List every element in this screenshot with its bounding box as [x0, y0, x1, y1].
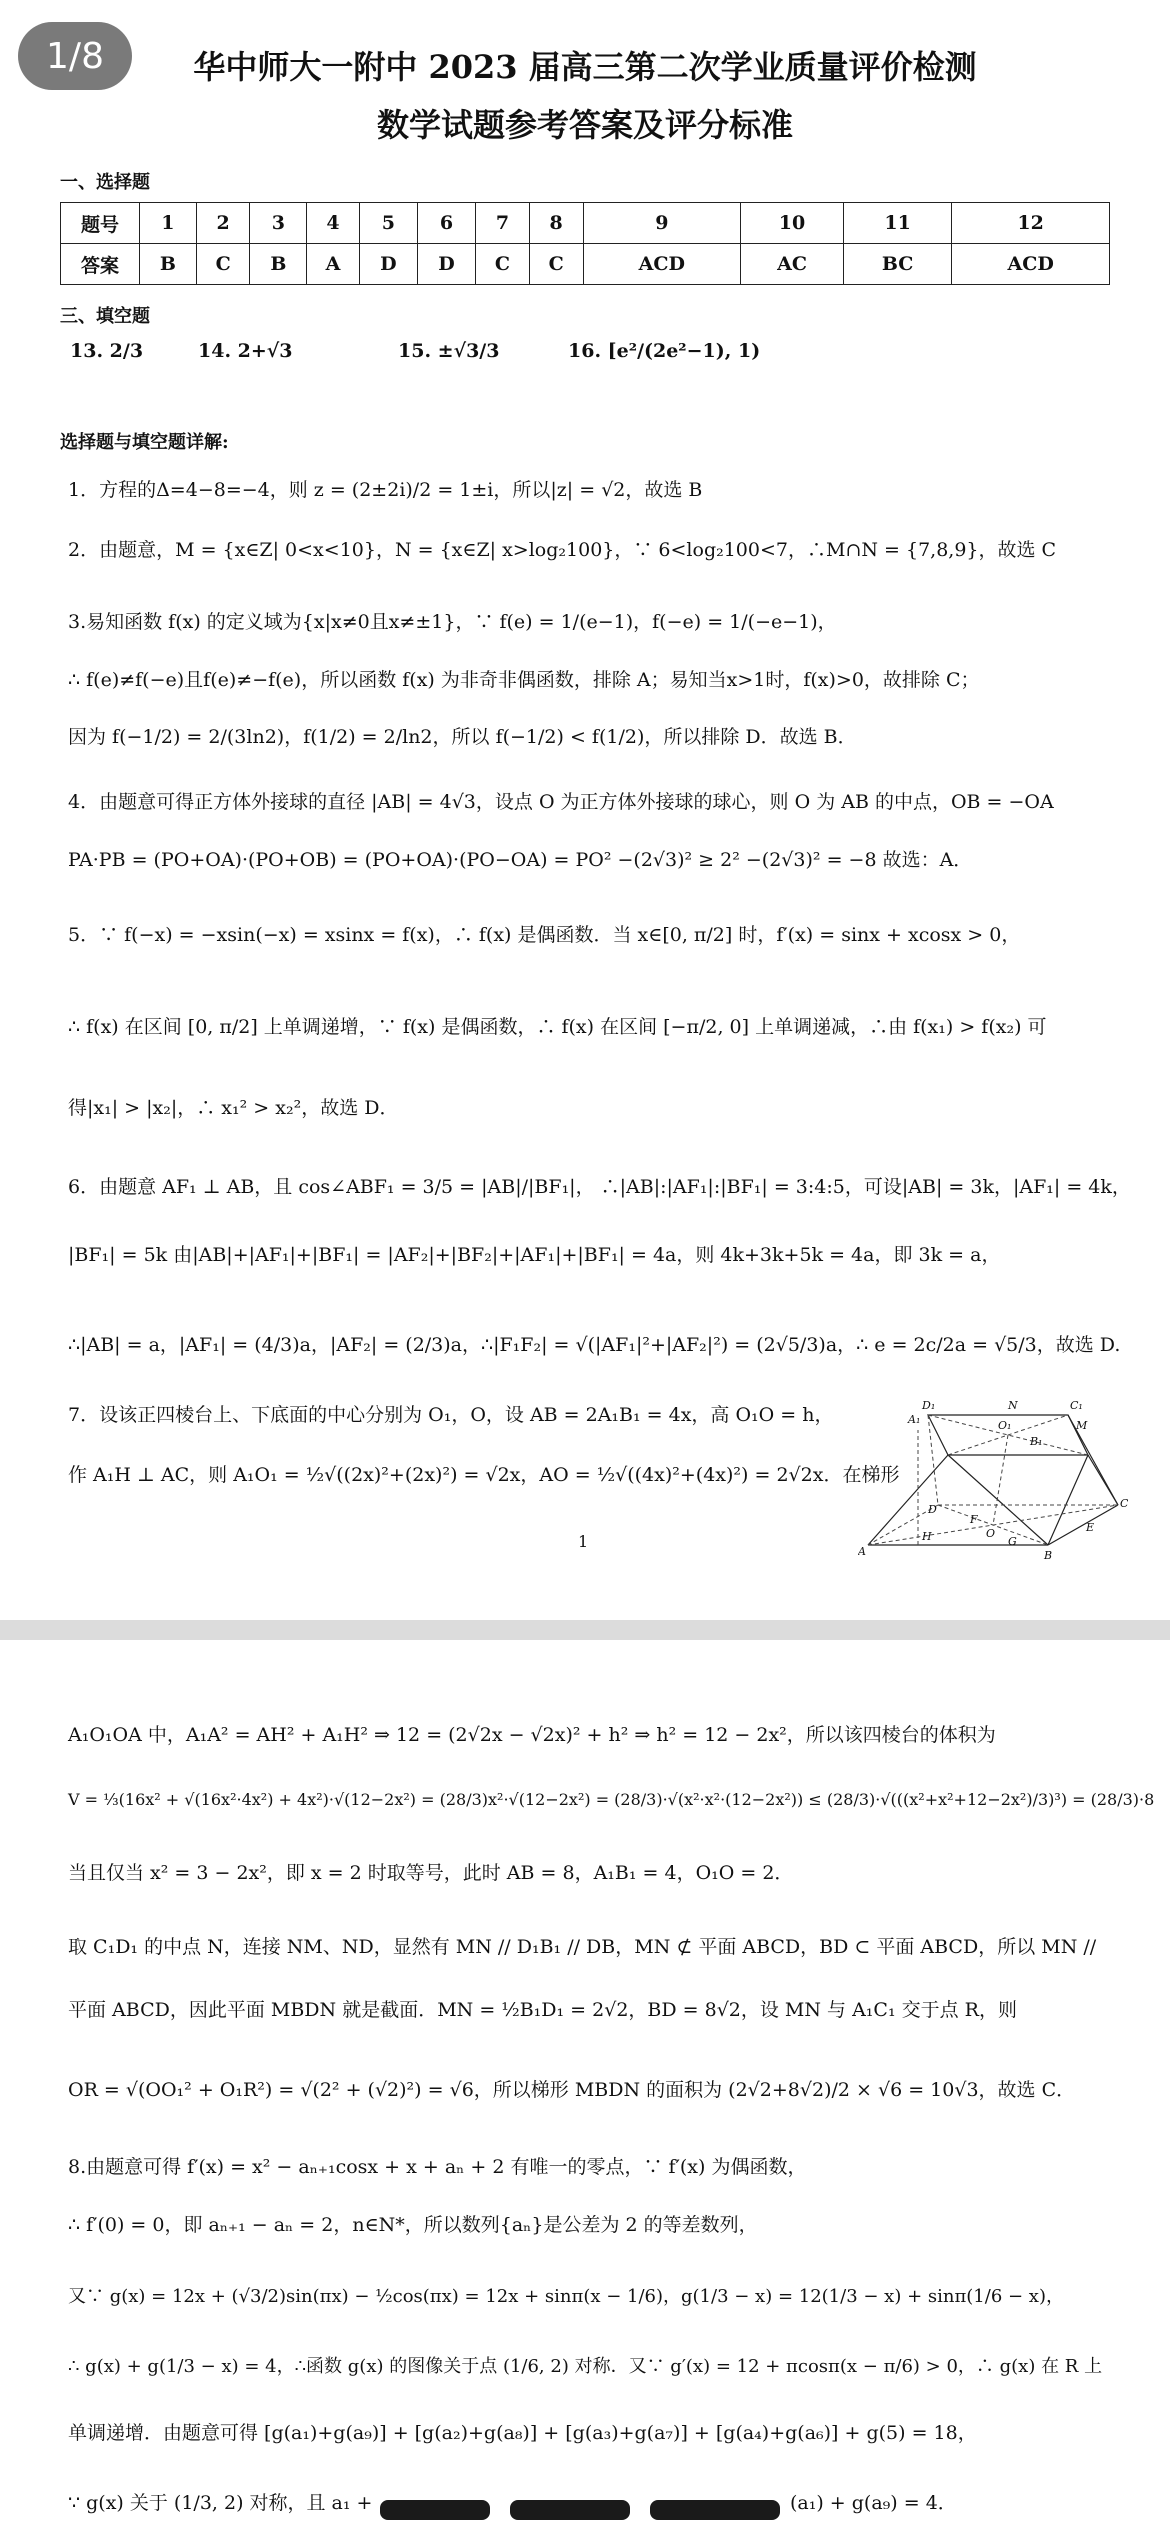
table-cell: 7	[476, 203, 530, 244]
table-cell: 4	[307, 203, 359, 244]
table-cell: C	[476, 244, 530, 285]
table-cell: A	[307, 244, 359, 285]
solution-line: 得|x₁| > |x₂|，∴ x₁² > x₂²，故选 D．	[68, 1097, 399, 1119]
answer-table	[60, 202, 1110, 285]
section-fill-blank: 三、填空题	[60, 306, 150, 327]
figure-label: N	[1008, 1399, 1018, 1412]
solution-line: 2．由题意，M = {x∈Z| 0<x<10}，N = {x∈Z| x>log₂100}，∵ 6<log₂100<7，∴M∩N = {7,8,9}，故选 C	[68, 539, 1057, 561]
frustum-edge	[948, 1455, 1048, 1545]
answer-table-header-row	[61, 203, 1110, 244]
solution-line: ∵ g(x) 关于 (1/3, 2) 对称，且 a₁ +	[68, 2492, 373, 2514]
solution-line: 1．方程的Δ=4−8=−4，则 z = (2±2i)/2 = 1±i，所以|z| = √2，故选 B	[68, 479, 703, 501]
solution-line: ∴|AB| = a，|AF₁| = (4/3)a，|AF₂| = (2/3)a，∴|F₁F₂| = √(|AF₁|²+|AF₂|²) = (2√5/3)a，∴ e = 2c/2a = √5/3，故选 D.	[68, 1334, 1121, 1356]
figure-label: G	[1008, 1535, 1017, 1548]
table-cell: 9	[583, 203, 741, 244]
page-counter-badge[interactable]: 1/8	[18, 22, 132, 90]
document-subtitle: 数学试题参考答案及评分标准	[376, 106, 793, 144]
section-multiple-choice: 一、选择题	[60, 172, 150, 193]
frustum-edge	[868, 1455, 948, 1545]
solution-line: 平面 ABCD，因此平面 MBDN 就是截面．MN = ½B₁D₁ = 2√2，BD = 8√2，设 MN 与 A₁C₁ 交于点 R，则	[68, 1999, 1017, 2021]
document-title: 华中师大一附中 2023 届高三第二次学业质量评价检测	[193, 48, 977, 86]
figure-label: C	[1120, 1497, 1128, 1510]
solution-line: 取 C₁D₁ 的中点 N，连接 NM、ND，显然有 MN // D₁B₁ // DB，MN ⊄ 平面 ABCD，BD ⊂ 平面 ABCD，所以 MN //	[68, 1936, 1097, 1958]
detail-heading: 选择题与填空题详解:	[60, 432, 229, 453]
solution-line: PA·PB = (PO+OA)·(PO+OB) = (PO+OA)·(PO−OA) = PO² −(2√3)² ≥ 2² −(2√3)² = −8 故选：A．	[68, 849, 973, 871]
fill-answer-13: 13. 2/3	[70, 340, 144, 362]
table-cell: BC	[843, 244, 951, 285]
table-answer-label: 答案	[61, 244, 140, 285]
fill-answer-16: 16. [e²/(2e²−1), 1)	[568, 340, 761, 362]
table-cell: 11	[843, 203, 951, 244]
solution-line: 7．设该正四棱台上、下底面的中心分别为 O₁，O，设 AB = 2A₁B₁ = 4x，高 O₁O = h，	[68, 1404, 834, 1426]
figure-label: B₁	[1030, 1435, 1043, 1448]
solution-line: 当且仅当 x² = 3 − 2x²，即 x = 2 时取等号，此时 AB = 8，A₁B₁ = 4，O₁O = 2．	[68, 1862, 794, 1884]
table-header-label: 题号	[61, 203, 140, 244]
page-number: 1	[578, 1532, 589, 1551]
frustum-figure	[858, 1395, 1128, 1565]
solution-line: 6．由题意 AF₁ ⊥ AB，且 cos∠ABF₁ = 3/5 = |AB|/|BF₁|， ∴|AB|:|AF₁|:|BF₁| = 3:4:5，可设|AB| = 3k，|AF₁| = 4k，	[68, 1176, 1131, 1198]
fill-answer-15: 15. ±√3/3	[398, 340, 500, 362]
solution-line: A₁O₁OA 中，A₁A² = AH² + A₁H² ⇒ 12 = (2√2x − √2x)² + h² ⇒ h² = 12 − 2x²，所以该四棱台的体积为	[68, 1724, 996, 1746]
figure-label: E	[1086, 1521, 1095, 1534]
table-cell: D	[417, 244, 475, 285]
solution-line: 8.由题意可得 f′(x) = x² − aₙ₊₁cosx + x + aₙ + 2 有唯一的零点，∵ f′(x) 为偶函数，	[68, 2156, 807, 2178]
redaction-bar	[380, 2500, 490, 2520]
table-cell: 3	[250, 203, 307, 244]
solution-line: 4．由题意可得正方体外接球的直径 |AB| = 4√3，设点 O 为正方体外接球的球心，则 O 为 AB 的中点，OB = −OA	[68, 791, 1054, 813]
solution-line: 3.易知函数 f(x) 的定义域为{x|x≠0且x≠±1}，∵ f(e) = 1/(e−1)，f(−e) = 1/(−e−1)，	[68, 611, 837, 633]
figure-label: O₁	[998, 1419, 1012, 1432]
redaction-bar	[510, 2500, 630, 2520]
redaction-bar	[650, 2500, 780, 2520]
solution-line-tail: (a₁) + g(a₉) = 4．	[790, 2492, 957, 2514]
answer-table-answer-row	[61, 244, 1110, 285]
table-cell: 1	[140, 203, 197, 244]
table-cell: B	[140, 244, 197, 285]
table-cell: ACD	[583, 244, 741, 285]
figure-label: O	[986, 1527, 996, 1540]
figure-label: C₁	[1070, 1399, 1083, 1412]
solution-line: 作 A₁H ⊥ AC，则 A₁O₁ = ½√((2x)²+(2x)²) = √2x，AO = ½√((4x)²+(4x)²) = 2√2x．在梯形	[68, 1464, 900, 1486]
table-cell: C	[196, 244, 250, 285]
solution-line: OR = √(OO₁² + O₁R²) = √(2² + (√2)²) = √6，所以梯形 MBDN 的面积为 (2√2+8√2)/2 × √6 = 10√3，故选 C．	[68, 2079, 1076, 2101]
table-cell: AC	[741, 244, 844, 285]
figure-label: D	[928, 1503, 937, 1516]
solution-line: V = ⅓(16x² + √(16x²·4x²) + 4x²)·√(12−2x²) = (28/3)x²·√(12−2x²) = (28/3)·√(x²·x²·(12−2x²)) ≤ (28/3)·√(((x²+x²+12−2x²)/3)³) = (28/3)·8	[68, 1790, 1155, 1809]
solution-line: 单调递增．由题意可得 [g(a₁)+g(a₉)] + [g(a₂)+g(a₈)] + [g(a₃)+g(a₇)] + [g(a₄)+g(a₆)] + g(5) = 18，	[68, 2422, 977, 2444]
figure-label: F	[970, 1513, 978, 1526]
answer-page-2	[0, 1640, 1170, 2532]
table-cell: ACD	[952, 244, 1110, 285]
page-separator	[0, 1620, 1170, 1640]
figure-label: H	[922, 1530, 932, 1543]
table-cell: 10	[741, 203, 844, 244]
figure-label: A₁	[908, 1413, 921, 1426]
fill-answer-14: 14. 2+√3	[198, 340, 293, 362]
table-cell: B	[250, 244, 307, 285]
solution-line: ∴ g(x) + g(1/3 − x) = 4，∴函数 g(x) 的图像关于点 (1/6, 2) 对称．又∵ g′(x) = 12 + πcosπ(x − π/6) > 0，∴ g(x) 在 R 上	[68, 2356, 1103, 2377]
table-cell: 8	[529, 203, 583, 244]
solution-line: ∴ f(x) 在区间 [0, π/2] 上单调递增，∵ f(x) 是偶函数，∴ f(x) 在区间 [−π/2, 0] 上单调递减，∴由 f(x₁) > f(x₂) 可	[68, 1016, 1047, 1038]
table-cell: D	[359, 244, 417, 285]
table-cell: 12	[952, 203, 1110, 244]
hidden-edge	[928, 1415, 938, 1505]
figure-label: A	[858, 1545, 866, 1558]
table-cell: C	[529, 244, 583, 285]
hidden-edge	[993, 1435, 1008, 1525]
figure-label: M	[1076, 1419, 1088, 1432]
solution-line: 5．∵ f(−x) = −xsin(−x) = xsinx = f(x)，∴ f(x) 是偶函数．当 x∈[0, π/2] 时，f′(x) = sinx + xcosx > 0，	[68, 924, 1021, 946]
solution-line: ∴ f(e)≠f(−e)且f(e)≠−f(e)，所以函数 f(x) 为非奇非偶函数，排除 A；易知当x>1时，f(x)>0，故排除 C；	[68, 669, 980, 691]
table-cell: 5	[359, 203, 417, 244]
solution-line: 因为 f(−1/2) = 2/(3ln2)，f(1/2) = 2/ln2，所以 f(−1/2) < f(1/2)，所以排除 D．故选 B．	[68, 726, 857, 748]
solution-line: 又∵ g(x) = 12x + (√3/2)sin(πx) − ½cos(πx) = 12x + sinπ(x − 1/6)，g(1/3 − x) = 12(1/3 − x) + sinπ(1/6 − x)，	[68, 2286, 1064, 2307]
table-cell: 6	[417, 203, 475, 244]
solution-line: |BF₁| = 5k 由|AB|+|AF₁|+|BF₁| = |AF₂|+|BF₂|+|AF₁|+|BF₁| = 4a，则 4k+3k+5k = 4a，即 3k = a，	[68, 1244, 1001, 1266]
frustum-edge	[1048, 1455, 1088, 1545]
figure-label: D₁	[922, 1399, 936, 1412]
figure-label: B	[1044, 1549, 1053, 1562]
table-cell: 2	[196, 203, 250, 244]
solution-line: ∴ f′(0) = 0，即 aₙ₊₁ − aₙ = 2，n∈N*，所以数列{aₙ}是公差为 2 的等差数列，	[68, 2214, 758, 2236]
